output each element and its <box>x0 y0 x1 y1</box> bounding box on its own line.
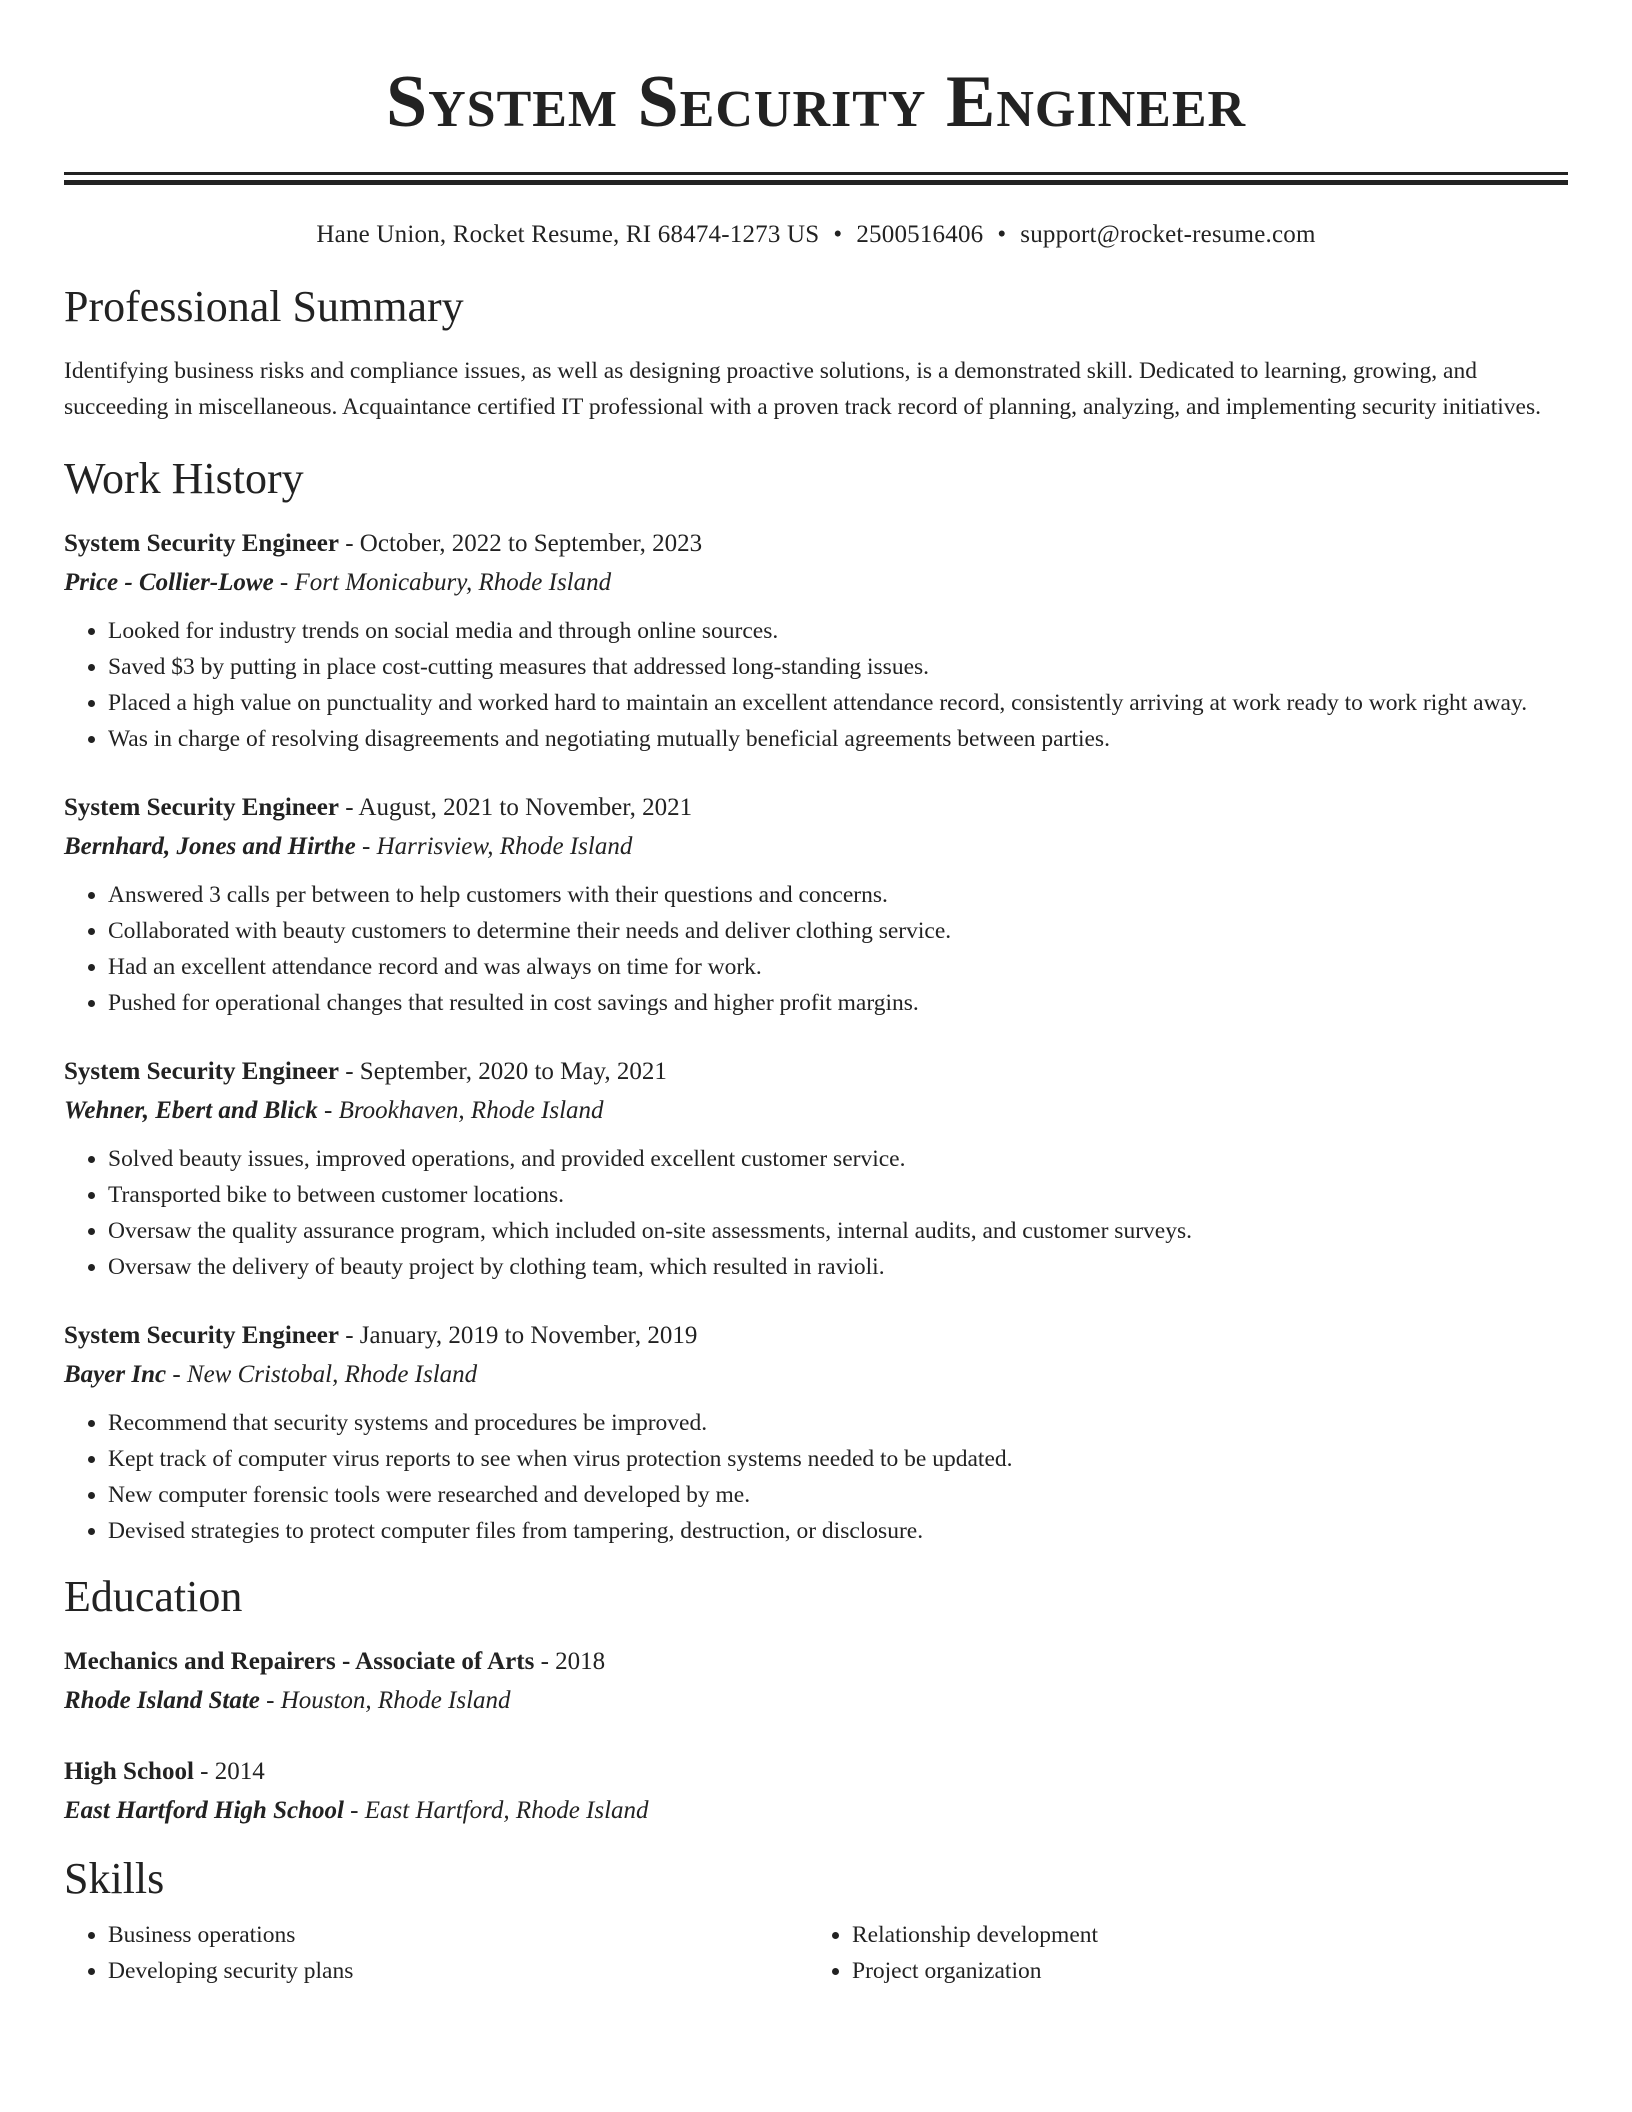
education-school: East Hartford High School <box>64 1797 344 1824</box>
job-bullet: • Looked for industry trends on social media and through online sources. <box>108 613 1568 649</box>
job-bullet: • Placed a high value on punctuality and worked hard to maintain an excellent attendance record, consistently arriving at work ready to work right away. <box>108 685 1568 721</box>
education-year: - 2018 <box>534 1648 606 1675</box>
title-divider <box>64 172 1568 185</box>
skill-item: • Relationship development <box>852 1917 1552 1953</box>
skills-list-right <box>808 1917 1552 1989</box>
job-company-line <box>64 1091 1568 1131</box>
skills-columns <box>64 1917 1568 1989</box>
job-dates: - January, 2019 to November, 2019 <box>338 1322 698 1349</box>
job-bullet: • Saved $3 by putting in place cost-cutting measures that addressed long-standing issues. <box>108 649 1568 685</box>
job-bullet-list <box>64 1141 1568 1285</box>
job-location: - Brookhaven, Rhode Island <box>317 1097 604 1124</box>
education-location: - East Hartford, Rhode Island <box>343 1797 649 1824</box>
education-entry <box>64 1643 1568 1721</box>
job-bullet: • Solved beauty issues, improved operations, and provided excellent customer service. <box>108 1141 1568 1177</box>
job-location: - Fort Monicabury, Rhode Island <box>273 569 612 596</box>
education-degree: High School <box>64 1758 194 1785</box>
summary-heading: Professional Summary <box>64 282 464 331</box>
skill-item: • Developing security plans <box>108 1953 808 1989</box>
education-degree: Mechanics and Repairers - Associate of Arts <box>64 1648 535 1675</box>
job-bullet: • Collaborated with beauty customers to determine their needs and deliver clothing service. <box>108 913 1568 949</box>
education-school-line <box>64 1681 1568 1721</box>
job-bullet: • Answered 3 calls per between to help customers with their questions and concerns. <box>108 877 1568 913</box>
job-title-line <box>64 789 1568 827</box>
job-dates: - October, 2022 to September, 2023 <box>338 530 703 557</box>
job-title: System Security Engineer <box>64 1058 339 1085</box>
job-company: Bayer Inc <box>64 1361 167 1388</box>
contact-email: support@rocket-resume.com <box>1020 221 1316 248</box>
job-bullet: • Recommend that security systems and procedures be improved. <box>108 1405 1568 1441</box>
job-title-line <box>64 1317 1568 1355</box>
job-bullet: • Kept track of computer virus reports to see when virus protection systems needed to be updated. <box>108 1441 1568 1477</box>
education-school-line <box>64 1791 1568 1831</box>
job-bullet-list <box>64 613 1568 757</box>
contact-address: Hane Union, Rocket Resume, RI 68474-1273 US <box>316 221 820 248</box>
job-company: Bernhard, Jones and Hirthe <box>64 833 356 860</box>
job-bullet: • Was in charge of resolving disagreements and negotiating mutually beneficial agreements between parties. <box>108 721 1568 757</box>
skill-item: • Project organization <box>852 1953 1552 1989</box>
job-bullet: • Oversaw the delivery of beauty project by clothing team, which resulted in ravioli. <box>108 1249 1568 1285</box>
job-bullet: • Devised strategies to protect computer files from tampering, destruction, or disclosure. <box>108 1513 1568 1549</box>
resume-page <box>64 0 1568 1989</box>
job-entry <box>64 1053 1568 1285</box>
job-entry <box>64 1317 1568 1549</box>
summary-text: Identifying business risks and compliance issues, as well as designing proactive solutions, is a demonstrated skill. Dedicated to learning, growing, and succeeding in miscellaneous. Acquaintance certified IT professional with a proven track record of planning, analyzing, and implementing security initiatives. <box>64 358 1541 420</box>
job-title: System Security Engineer <box>64 530 339 557</box>
job-dates: - September, 2020 to May, 2021 <box>338 1058 667 1085</box>
job-bullet: • Pushed for operational changes that resulted in cost savings and higher profit margins. <box>108 985 1568 1021</box>
education-degree-line <box>64 1643 1568 1681</box>
contact-separator: • <box>833 221 843 248</box>
contact-line <box>64 219 1568 251</box>
skill-item: • Business operations <box>108 1917 808 1953</box>
job-bullet-list <box>64 1405 1568 1549</box>
resume-title: System Security Engineer <box>385 61 1247 143</box>
job-bullet: • Transported bike to between customer locations. <box>108 1177 1568 1213</box>
job-entry <box>64 789 1568 1021</box>
job-company: Wehner, Ebert and Blick <box>64 1097 318 1124</box>
job-company-line <box>64 563 1568 603</box>
education-degree-line <box>64 1753 1568 1791</box>
job-company: Price - Collier-Lowe <box>64 569 274 596</box>
job-location: - Harrisview, Rhode Island <box>355 833 633 860</box>
contact-phone: 2500516406 <box>856 221 984 248</box>
skills-list-left <box>64 1917 808 1989</box>
job-title: System Security Engineer <box>64 794 339 821</box>
job-company-line <box>64 827 1568 867</box>
education-year: - 2014 <box>193 1758 265 1785</box>
education-school: Rhode Island State <box>64 1687 260 1714</box>
job-location: - New Cristobal, Rhode Island <box>166 1361 478 1388</box>
job-title: System Security Engineer <box>64 1322 339 1349</box>
work-history-heading: Work History <box>64 454 304 503</box>
job-bullet: • Had an excellent attendance record and was always on time for work. <box>108 949 1568 985</box>
education-heading: Education <box>64 1572 243 1621</box>
education-location: - Houston, Rhode Island <box>259 1687 511 1714</box>
job-dates: - August, 2021 to November, 2021 <box>338 794 693 821</box>
job-title-line <box>64 525 1568 563</box>
job-title-line <box>64 1053 1568 1091</box>
job-bullet: • New computer forensic tools were researched and developed by me. <box>108 1477 1568 1513</box>
skills-heading: Skills <box>64 1854 165 1903</box>
job-bullet: • Oversaw the quality assurance program, which included on-site assessments, internal audits, and customer surveys. <box>108 1213 1568 1249</box>
job-entry <box>64 525 1568 757</box>
contact-separator: • <box>997 221 1007 248</box>
job-company-line <box>64 1355 1568 1395</box>
job-bullet-list <box>64 877 1568 1021</box>
education-entry <box>64 1753 1568 1831</box>
